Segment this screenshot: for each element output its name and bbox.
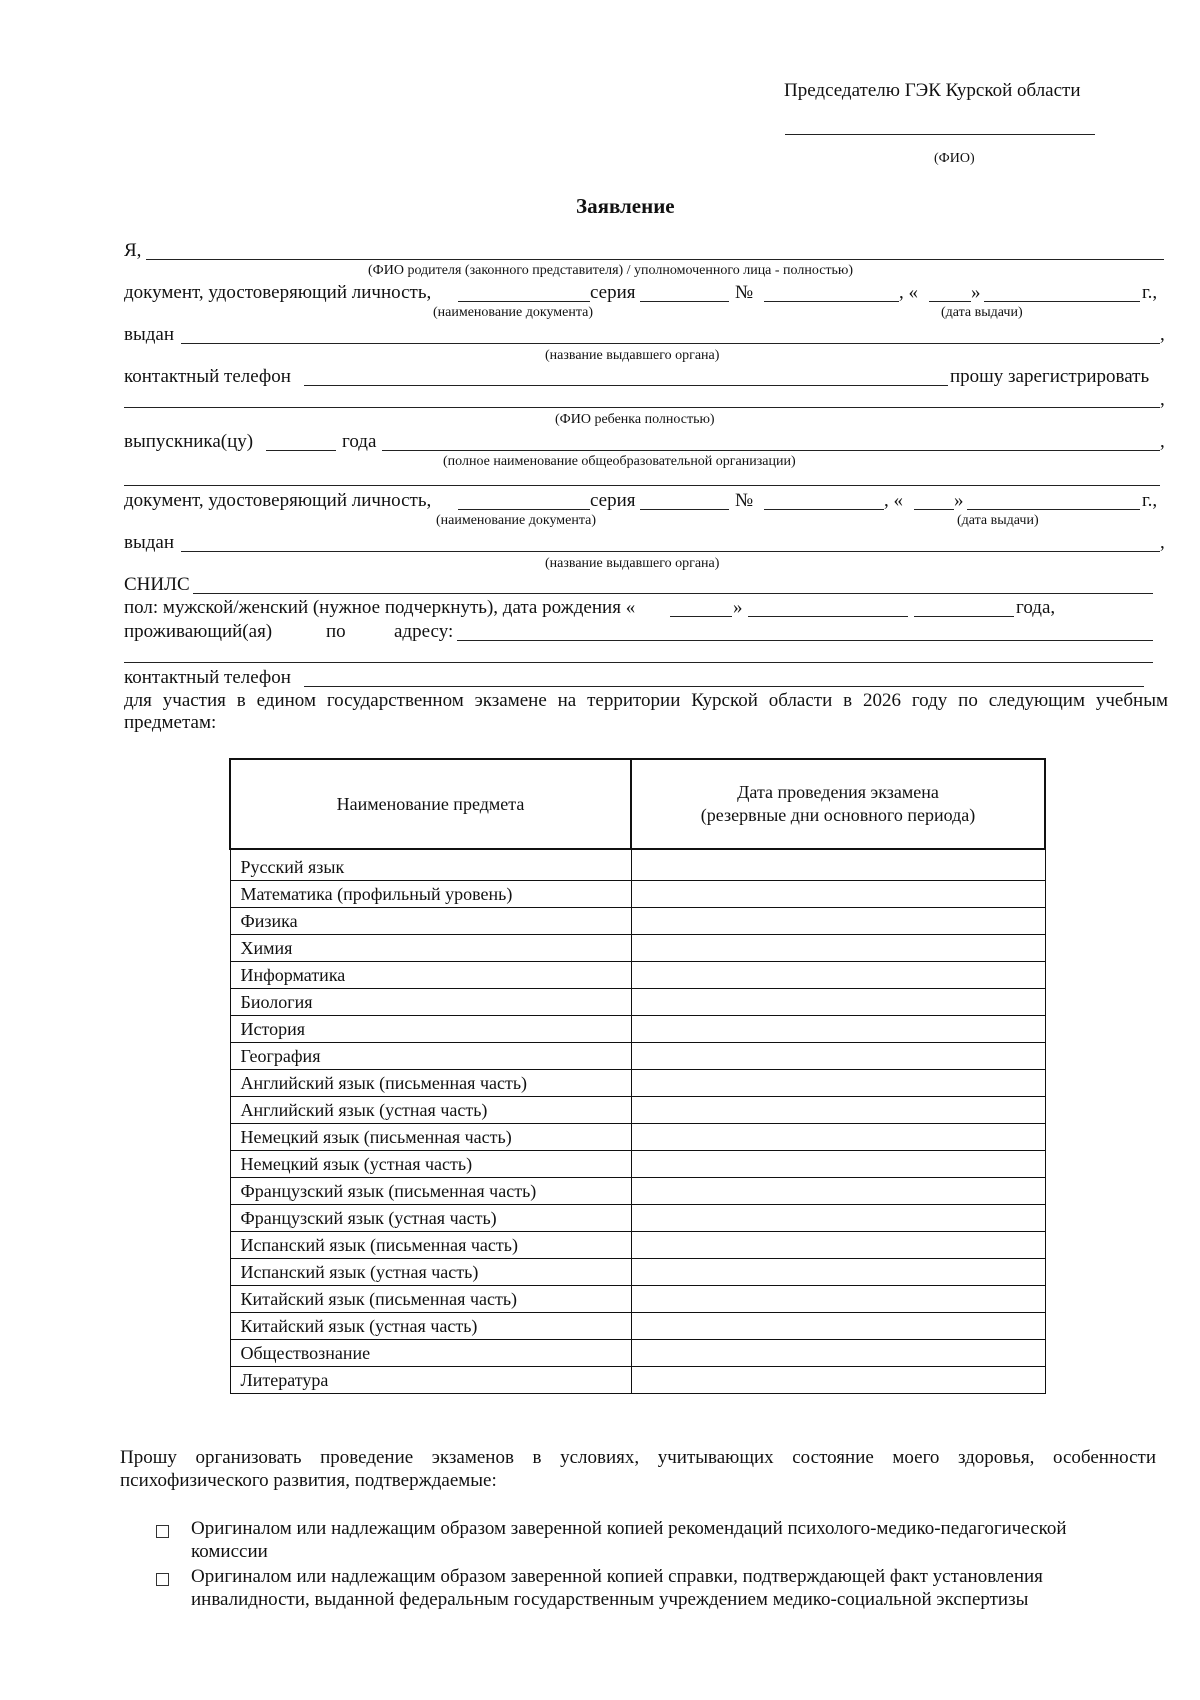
fio-caption: (ФИО) <box>934 151 975 166</box>
birth-month-line[interactable] <box>748 616 908 617</box>
exam-date-cell[interactable] <box>631 881 1045 908</box>
register-request: прошу зарегистрировать <box>950 366 1150 387</box>
birth-quote-close: » <box>733 597 743 618</box>
issuer-comma: , <box>1160 324 1165 345</box>
subject-column-header: Наименование предмета <box>230 759 631 849</box>
phone-label: контактный телефон <box>124 366 291 387</box>
child-issuer-caption: (название выдавшего органа) <box>545 556 720 571</box>
parent-phone-line[interactable] <box>304 385 948 386</box>
exam-date-cell[interactable] <box>631 849 1045 881</box>
subject-name-cell: Китайский язык (письменная часть) <box>230 1286 631 1313</box>
participation-text: для участия в едином государственном экзамене на территории Курской области в 2026 году по следующим учебным <box>124 690 1168 711</box>
child-doc-label: документ, удостоверяющий личность, <box>124 490 432 511</box>
child-issue-date-line[interactable] <box>967 509 1140 510</box>
doc-label: документ, удостоверяющий личность, <box>124 282 432 303</box>
table-row <box>230 1313 1045 1340</box>
child-number-label: № <box>735 490 754 511</box>
exam-date-cell[interactable] <box>631 1043 1045 1070</box>
child-issue-date-caption: (дата выдачи) <box>957 513 1039 528</box>
table-row <box>230 1043 1045 1070</box>
table-row <box>230 1340 1045 1367</box>
table-row <box>230 1178 1045 1205</box>
child-issued-label: выдан <box>124 532 175 553</box>
doc-name-caption: (наименование документа) <box>433 305 594 320</box>
exam-date-cell[interactable] <box>631 1151 1045 1178</box>
table-row <box>230 881 1045 908</box>
table-row <box>230 1016 1045 1043</box>
issue-date-caption: (дата выдачи) <box>941 305 1023 320</box>
subject-name-cell: Физика <box>230 908 631 935</box>
exam-date-cell[interactable] <box>631 1097 1045 1124</box>
chairman-fio-line[interactable] <box>785 134 1095 135</box>
doc-name-line[interactable] <box>458 301 590 302</box>
date-column-header: Дата проведения экзамена (резервные дни основного периода) <box>631 759 1045 849</box>
subject-name-cell: Испанский язык (устная часть) <box>230 1259 631 1286</box>
address-line-2[interactable] <box>124 662 1153 663</box>
table-row <box>230 1259 1045 1286</box>
issuer-caption: (название выдавшего органа) <box>545 348 720 363</box>
table-row <box>230 1367 1045 1394</box>
table-row <box>230 1070 1045 1097</box>
subject-name-cell: Обществознание <box>230 1340 631 1367</box>
table-row <box>230 849 1045 881</box>
page-title: Заявление <box>576 194 675 218</box>
table-header-row <box>230 759 1045 849</box>
conditions-intro-2: психофизического развития, подтверждаемые: <box>120 1470 497 1491</box>
option1-text: Оригиналом или надлежащим образом заверенной копией рекомендаций психолого-медико-педагогической <box>191 1518 1067 1539</box>
option2-text: Оригиналом или надлежащим образом заверенной копией справки, подтверждающей факт установления <box>191 1566 1043 1587</box>
living-label: проживающий(ая) <box>124 621 273 642</box>
exam-date-cell[interactable] <box>631 1124 1045 1151</box>
ya-label: Я, <box>124 240 142 261</box>
option1-text-2: комиссии <box>191 1541 268 1562</box>
participation-text-2: предметам: <box>124 712 217 733</box>
doc-series-line[interactable] <box>640 301 729 302</box>
exam-date-cell[interactable] <box>631 1313 1045 1340</box>
issued-label: выдан <box>124 324 175 345</box>
subject-name-cell: Информатика <box>230 962 631 989</box>
option1-checkbox[interactable] <box>156 1525 169 1538</box>
birth-year-line[interactable] <box>914 616 1014 617</box>
subject-name-cell: Английский язык (устная часть) <box>230 1097 631 1124</box>
table-row <box>230 1205 1045 1232</box>
subjects-table <box>229 758 1046 1394</box>
subject-name-cell: Химия <box>230 935 631 962</box>
exam-date-cell[interactable] <box>631 989 1045 1016</box>
table-row <box>230 1286 1045 1313</box>
subject-name-cell: Французский язык (письменная часть) <box>230 1178 631 1205</box>
series-label: серия <box>590 282 636 303</box>
exam-date-cell[interactable] <box>631 1178 1045 1205</box>
child-quote-close: » <box>954 490 964 511</box>
child-fio-line[interactable] <box>124 407 1160 408</box>
exam-date-cell[interactable] <box>631 1070 1045 1097</box>
exam-date-cell[interactable] <box>631 1340 1045 1367</box>
subject-name-cell: Биология <box>230 989 631 1016</box>
child-year-abbr: г., <box>1142 490 1158 511</box>
snils-line[interactable] <box>193 593 1153 594</box>
birth-day-line[interactable] <box>670 616 732 617</box>
child-doc-number-line[interactable] <box>764 509 884 510</box>
option2-checkbox[interactable] <box>156 1573 169 1586</box>
school-caption: (полное наименование общеобразовательной организации) <box>443 454 796 469</box>
child-phone-label: контактный телефон <box>124 667 291 688</box>
child-doc-name-line[interactable] <box>458 509 590 510</box>
child-issuer-line[interactable] <box>181 551 1160 552</box>
child-series-label: серия <box>590 490 636 511</box>
child-comma: , <box>1160 389 1165 410</box>
issuer-line[interactable] <box>181 343 1160 344</box>
table-row <box>230 1151 1045 1178</box>
subject-name-cell: Английский язык (письменная часть) <box>230 1070 631 1097</box>
quote-open: , « <box>899 282 918 303</box>
years-label: года, <box>1016 597 1056 618</box>
exam-date-cell[interactable] <box>631 1367 1045 1394</box>
exam-date-cell[interactable] <box>631 1205 1045 1232</box>
table-row <box>230 908 1045 935</box>
exam-date-cell[interactable] <box>631 1016 1045 1043</box>
option2-text-2: инвалидности, выданной федеральным государственным учреждением медико-социальной экспертизы <box>191 1589 1029 1610</box>
parent-fio-line[interactable] <box>146 259 1164 260</box>
at-label: по <box>326 621 346 642</box>
snils-label: СНИЛС <box>124 574 190 595</box>
exam-date-cell[interactable] <box>631 1259 1045 1286</box>
school-line[interactable] <box>382 450 1160 451</box>
subject-name-cell: География <box>230 1043 631 1070</box>
graduate-label: выпускника(цу) <box>124 431 254 452</box>
child-phone-line[interactable] <box>304 686 1144 687</box>
issue-date-line[interactable] <box>984 301 1140 302</box>
child-issue-day-line[interactable] <box>914 509 954 510</box>
table-row <box>230 1232 1045 1259</box>
number-label: № <box>735 282 754 303</box>
school-comma: , <box>1160 431 1165 452</box>
child-caption: (ФИО ребенка полностью) <box>555 412 715 427</box>
subject-name-cell: Немецкий язык (устная часть) <box>230 1151 631 1178</box>
year-label: года <box>342 431 377 452</box>
year-abbr: г., <box>1142 282 1158 303</box>
subject-name-cell: Литература <box>230 1367 631 1394</box>
exam-date-cell[interactable] <box>631 1286 1045 1313</box>
subject-name-cell: Русский язык <box>230 849 631 881</box>
child-doc-series-line[interactable] <box>640 509 729 510</box>
conditions-intro: Прошу организовать проведение экзаменов в условиях, учитывающих состояние моего здоровья, особенности <box>120 1447 1156 1468</box>
subject-name-cell: Китайский язык (устная часть) <box>230 1313 631 1340</box>
table-row <box>230 1124 1045 1151</box>
table-row <box>230 935 1045 962</box>
table-row <box>230 962 1045 989</box>
exam-date-cell[interactable] <box>631 908 1045 935</box>
subject-name-cell: Математика (профильный уровень) <box>230 881 631 908</box>
subject-name-cell: История <box>230 1016 631 1043</box>
child-quote-open: , « <box>884 490 903 511</box>
graduate-year-line[interactable] <box>266 450 336 451</box>
subject-name-cell: Испанский язык (письменная часть) <box>230 1232 631 1259</box>
subject-name-cell: Немецкий язык (письменная часть) <box>230 1124 631 1151</box>
exam-date-cell[interactable] <box>631 1232 1045 1259</box>
subjects-body <box>230 849 1045 1394</box>
gender-birth-label: пол: мужской/женский (нужное подчеркнуть), дата рождения « <box>124 597 636 618</box>
child-issuer-comma: , <box>1160 532 1165 553</box>
table-row <box>230 1097 1045 1124</box>
subject-name-cell: Французский язык (устная часть) <box>230 1205 631 1232</box>
exam-date-cell[interactable] <box>631 962 1045 989</box>
addressee: Председателю ГЭК Курской области <box>784 80 1081 101</box>
parent-caption: (ФИО родителя (законного представителя) / уполномоченного лица - полностью) <box>368 263 854 278</box>
address-line[interactable] <box>457 640 1153 641</box>
quote-close: » <box>971 282 981 303</box>
doc-number-line[interactable] <box>764 301 899 302</box>
table-row <box>230 989 1045 1016</box>
school-line-2[interactable] <box>124 485 1160 486</box>
child-doc-name-caption: (наименование документа) <box>436 513 597 528</box>
exam-date-cell[interactable] <box>631 935 1045 962</box>
issue-day-line[interactable] <box>929 301 971 302</box>
address-label: адресу: <box>394 621 454 642</box>
